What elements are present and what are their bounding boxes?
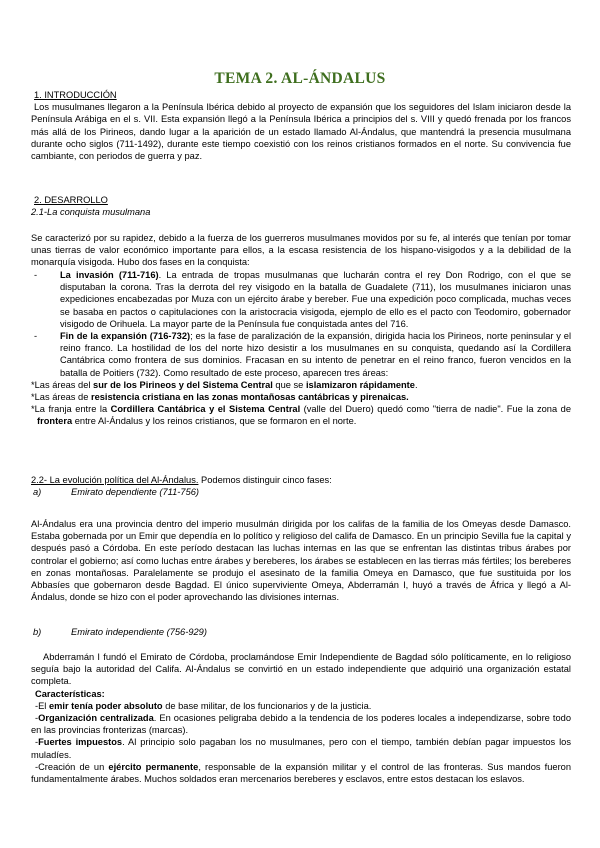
emirato-dependiente-title: Emirato dependiente (711-756) — [71, 487, 199, 498]
area-item-3 — [31, 403, 571, 427]
area1-bold-b: sur de los Pirineos y del Sistema Central — [93, 379, 273, 390]
c2-text-a: - — [35, 713, 39, 724]
area-item-2 — [31, 391, 571, 403]
area3-text-a: *La franja entre la — [31, 404, 111, 415]
c3-bold-b: Fuertes impuestos — [38, 737, 123, 748]
caracteristica-3 — [31, 736, 571, 760]
area1-text-e: . — [414, 379, 418, 390]
fase-fin-text: ; es la fase de paralización de la expansión, dirigida hacia los Pirineos, norte peninsular y el reino franco. La hostilidad de los del norte hizo desistir a los musulmanes en su conquista, quedando así la Cordillera Cantábrica como frontera de sus dominios. Fracasan en su intento de penetrar en el reino franco, fueron vencidos en la batalla de Poitiers (732). Como resultado de este proceso, aparecen tres áreas: — [60, 331, 572, 378]
area1-bold-d: islamizaron rápidamente — [305, 379, 415, 390]
c3-text-c: . Al principio solo pagaban los no musulmanes, pero con el tiempo, también debían pagar impuestos los muladíes. — [31, 737, 571, 760]
caracteristica-2 — [31, 712, 571, 736]
area3-text-c: (valle del Duero) quedó como "tierra de nadie". Fue la zona de — [300, 404, 571, 415]
c1-bold-b: emir tenía poder absoluto — [48, 700, 163, 711]
c4-text-c: , responsable de la expansión militar y el control de las fronteras. Sus mandos fueron fundamentalmente árabes. Muchos soldados eran mercenarios bereberes y esclavos, entre estos destacan los eslavos. — [31, 761, 572, 785]
emirato-dependiente-heading — [31, 486, 571, 498]
area3-text-e: entre Al-Ándalus y los reinos cristianos, que se formaron en el norte. — [72, 416, 357, 427]
c2-text-c: . En ocasiones peligraba debido a la tendencia de los poderes locales a independizarse, sobre todo en las provincias fronterizas (marcas). — [31, 713, 571, 736]
area1-text-c: que se — [272, 379, 306, 390]
fase-fin-item — [31, 330, 571, 379]
emirato-independiente-paragraph: Abderramán I fundó el Emirato de Córdoba, proclamándose Emir Independiente de Bagdad sólo políticamente, en lo religioso seguía bajo la autoridad del Califa. Al-Ándalus se convirtió en un estado independiente que adquirió una organización estatal completa. — [31, 652, 571, 687]
emirato-independiente-title: Emirato independiente (756-929) — [71, 627, 207, 637]
section-heading-desarrollo: 2. DESARROLLO — [34, 195, 108, 205]
area2-bold-b: resistencia cristiana en las zonas montañosas cantábricas y pirenaicas. — [90, 392, 409, 403]
c4-bold-b: ejército permanente — [108, 761, 199, 772]
fase-fin-title: Fin de la expansión (716-732) — [60, 331, 191, 342]
subsection-heading-conquista: 2.1-La conquista musulmana — [31, 207, 151, 218]
caracteristica-4 — [31, 761, 571, 785]
emirato-dependiente-paragraph: Al-Ándalus era una provincia dentro del imperio musulmán dirigida por los califas de la familia de los Omeyas desde Damasco. Estaba gobernada por un Emir que dependía en lo político y religioso del califa de Damasco. En un principio Sevilla fue la capital y después pasó a Córdoba. En este período destacan las luchas internas en las que se enfrentan las distintas tribus árabes por controlar el gobierno; así como luchas entre árabes y bereberes, los árabes se establecen en las tierras más fértiles; los bereberes en zonas montañosas. Paralelamente se produjo el asesinato de la familia Omeya en Damasco, que fue sustituida por los Abbasíes que gobernaron desde Bagdad. El único superviviente Omeya, Abderramán I, huyó a través de África y llegó a Al-Ándalus, donde se hizo con el poder aprovechando las divisiones internas. — [31, 519, 571, 603]
fase-invasion-title: La invasión (711-716) — [60, 270, 159, 280]
letter-a: a) — [33, 487, 42, 498]
conquista-paragraph: Se caracterizó por su rapidez, debido a la fuerza de los guerreros musulmanes movidos por su fe, al interés que tenían por tomar unas tierras de valor económico importante para ellos, a la escasa resistencia de los hispano-visigodos y a la debilidad de la monarquía visigoda. Hubo dos fases en la conquista: — [31, 233, 571, 268]
emirato-independiente-heading — [31, 626, 571, 638]
area2-text-a: *Las áreas de — [31, 392, 91, 403]
section-heading-introduccion: 1. INTRODUCCIÓN — [34, 90, 117, 100]
intro-paragraph: Los musulmanes llegaron a la Península Ibérica debido al proyecto de expansión que los seguidores del Islam iniciaron desde la Península Arábiga en el s. VII. Esta expansión llegó a la Península Ibérica a principios del s. VIII y quedó frenada por los francos más allá de los Pirineos, dando lugar a la aparición de un estado llamado Al-Ándalus, que mantendrá la presencia musulmana durante ocho siglos (711-1492), durante este tiempo coexistió con los reinos cristianos formados en el norte. Su convivencia fue cambiante, con periodos de guerra y paz. — [31, 102, 571, 162]
c4-text-a: -Creación de un — [35, 761, 109, 772]
c3-text-a: - — [35, 737, 39, 748]
c1-text-c: de base militar, de los funcionarios y de la justicia. — [162, 700, 372, 711]
caracteristica-1 — [31, 700, 571, 712]
subsection-heading-evolucion — [31, 474, 571, 486]
area-item-1 — [31, 379, 571, 391]
letter-b: b) — [33, 627, 42, 637]
fase-invasion-item — [31, 269, 571, 330]
evolucion-heading: 2.2- La evolución política del Al-Ándalus. — [31, 475, 199, 485]
area1-text-a: *Las áreas del — [31, 379, 94, 390]
c1-text-a: -El — [35, 700, 49, 711]
caracteristicas-heading: Características: — [35, 688, 105, 699]
area3-bold-b: Cordillera Cantábrica y el Sistema Central — [110, 404, 301, 415]
page-title: TEMA 2. AL-ÁNDALUS — [214, 70, 386, 87]
evolucion-intro: Podemos distinguir cinco fases: — [198, 475, 332, 485]
area3-bold-d: frontera — [37, 416, 73, 427]
fase-invasion-text: . La entrada de tropas musulmanas que lucharán contra el rey Don Rodrigo, con el que se disputaban la corona. Tras la derrota del rey visigodo en la batalla de Guadalete (711), los musulmanes iniciaron unas expediciones encabezadas por Muza con un ejército árabe y bereber. Fue una expedición poco complicada, muchas veces se basaba en pactos o capitulaciones con la aristocracia visigoda, ejemplo de ello es el pacto con Teodomiro, gobernador visigodo de Orihuela. La mayor parte de la Península fue conquistada antes del 716. — [60, 270, 571, 329]
c2-bold-b: Organización centralizada — [38, 713, 154, 724]
